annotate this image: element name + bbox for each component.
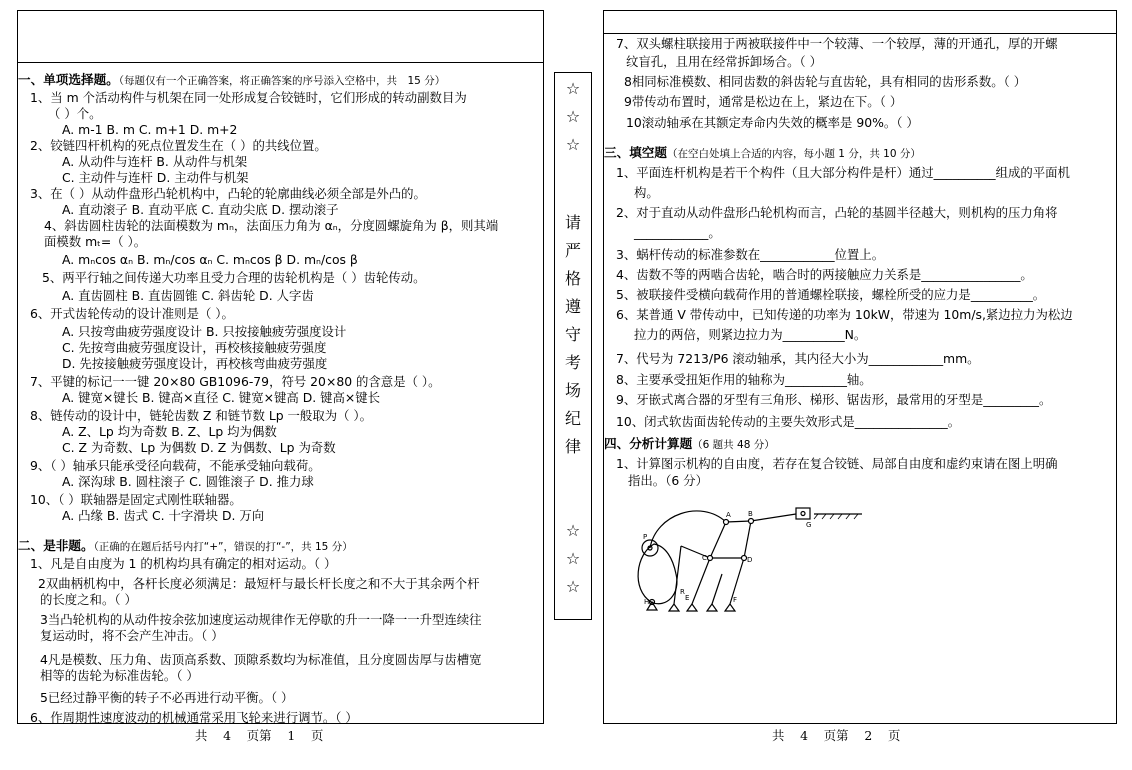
line-text: 一、单项选择题。 (18, 72, 119, 87)
line-text: 4凡是模数、压力角、齿顶高系数、顶隙系数均为标准值，且分度圆齿厚与齿槽宽 (40, 652, 482, 667)
line-text: 10滚动轴承在其额定寿命内失效的概率是 90%。（ ） (626, 115, 919, 130)
section-heading (604, 436, 775, 453)
question-line (30, 458, 321, 474)
question-line (42, 270, 426, 286)
star-icon: ☆ (565, 549, 581, 568)
joint-label: D (747, 556, 753, 564)
line-text: 2、铰链四杆机构的死点位置发生在（ ）的共线位置。 (30, 138, 327, 153)
line-text: 2双曲柄机构中，各杆长度必须满足：最短杆与最长杆长度之和不大于其余两个杆 (38, 576, 480, 591)
section-heading (18, 538, 353, 555)
star-icon: ☆ (565, 135, 581, 154)
question-line (616, 414, 960, 430)
line-text: 相等的齿轮为标准齿轮。（ ） (40, 668, 199, 683)
section-note: （6 题共 48 分） (692, 439, 775, 451)
line-text: ____________。 (634, 225, 721, 240)
line-text: 1、当 m 个活动构件与机架在同一处形成复合铰链时，它们形成的转动副数目为 (30, 90, 467, 105)
rule-character: 格 (564, 269, 581, 288)
line-text: 构。 (634, 185, 659, 200)
question-line (616, 205, 1058, 221)
line-text: 3、蜗杆传动的标准参数在____________位置上。 (616, 247, 885, 262)
joint-label: H (644, 598, 650, 606)
line-text: （ ）个。 (48, 106, 102, 121)
joint-label: F (733, 596, 738, 604)
question-line (40, 690, 293, 706)
question-line (634, 185, 659, 201)
line-text: 拉力的两倍，则紧边拉力为__________N。 (634, 327, 867, 342)
line-text: 9带传动布置时，通常是松边在上，紧边在下。（ ） (624, 94, 903, 109)
line-text: C. Z 为奇数、Lp 为偶数 D. Z 为偶数、Lp 为奇数 (62, 440, 336, 455)
line-text: 四、分析计算题 (604, 436, 693, 451)
line-text: A. 只按弯曲疲劳强度设计 B. 只按接触疲劳强度设计 (62, 324, 347, 339)
line-text: 10、（ ）联轴器是固定式刚性联轴器。 (30, 492, 242, 507)
line-text: A. 深沟球 B. 圆柱滚子 C. 圆锥滚子 D. 推力球 (62, 474, 314, 489)
mechanism-figure (626, 494, 866, 614)
line-text: 4、斜齿圆柱齿轮的法面模数为 mₙ，法面压力角为 αₙ，分度圆螺旋角为 β，则其端 (44, 218, 499, 233)
line-text: 复运动时，将不会产生冲击。（ ） (40, 628, 224, 643)
question-line (38, 576, 480, 592)
rule-character: 律 (564, 437, 581, 456)
line-text: 10、闭式软齿面齿轮传动的主要失效形式是_______________。 (616, 414, 961, 429)
joint-label: B (748, 510, 753, 518)
section-note: （正确的在题后括号内打“+”，错误的打“-”，共 15 分） (93, 541, 353, 553)
question-line (616, 267, 1033, 283)
line-text: 的长度之和。（ ） (40, 592, 137, 607)
section-note: （在空白处填上合适的内容，每小题 1 分，共 10 分） (666, 148, 921, 160)
question-line (616, 165, 1070, 181)
joint-label: C (702, 554, 707, 562)
question-line (30, 492, 242, 508)
question-line (628, 473, 708, 489)
question-line (62, 440, 336, 456)
star-icon: ☆ (565, 521, 581, 540)
star-icon: ☆ (565, 577, 581, 596)
question-line (40, 592, 137, 608)
rule-character: 纪 (564, 409, 581, 428)
question-line (30, 306, 234, 322)
line-text: C. 先按弯曲疲劳强度设计，再校核接触疲劳强度 (62, 340, 327, 355)
page-2-header-box (604, 11, 1116, 34)
joint-label: A (726, 511, 731, 519)
line-text: A. Z、Lp 均为奇数 B. Z、Lp 均为偶数 (62, 424, 277, 439)
line-text: 6、某普通 V 带传动中，已知传递的功率为 10kW，带速为 10m/s,紧边拉力为松边 (616, 307, 1073, 322)
page-1-footer: 共 4 页第 1 页 (195, 728, 324, 743)
question-line (624, 94, 902, 110)
question-line (40, 652, 482, 668)
exam-page-2 (603, 10, 1117, 724)
page-1-header-box (18, 11, 543, 63)
question-line (616, 287, 1045, 303)
question-line (634, 327, 866, 343)
line-text: 8、链传动的设计中，链轮齿数 Z 和链节数 Lp 一般取为（ ）。 (30, 408, 373, 423)
line-text: 6、作周期性速度波动的机械通常采用飞轮来进行调节。（ ） (30, 710, 358, 725)
line-text: 7、代号为 7213/P6 滚动轴承，其内径大小为____________mm。 (616, 351, 980, 366)
line-text: 1、平面连杆机构是若干个构件（且大部分构件是杆）通过__________组成的平面机 (616, 165, 1070, 180)
line-text: 纹盲孔，且用在经常拆卸场合。（ ） (626, 54, 822, 69)
line-text: A. 从动件与连杆 B. 从动件与机架 (62, 154, 248, 169)
line-text: C. 主动件与连杆 D. 主动件与机架 (62, 170, 249, 185)
line-text: 8相同标准模数、相同齿数的斜齿轮与直齿轮，具有相同的齿形系数。（ ） (624, 74, 1027, 89)
line-text: 7、平键的标记一一键 20×80 GB1096-79，符号 20×80 的含意是（ ）。 (30, 374, 441, 389)
question-line (30, 186, 426, 202)
question-line (624, 74, 1026, 90)
question-line (40, 668, 199, 684)
question-line (616, 247, 884, 263)
question-line (62, 252, 358, 268)
question-line (30, 374, 441, 390)
question-line (30, 556, 336, 572)
line-text: 2、对于直动从动件盘形凸轮机构而言，凸轮的基圆半径越大，则机构的压力角将 (616, 205, 1058, 220)
joint-label: E (685, 594, 690, 602)
section-heading (604, 145, 921, 162)
line-text: 5、两平行轴之间传递大功率且受力合理的齿轮机构是（ ）齿轮传动。 (42, 270, 426, 285)
line-text: 3、在（ ）从动件盘形凸轮机构中，凸轮的轮廓曲线必须全部是外凸的。 (30, 186, 426, 201)
section-note: （每题仅有一个正确答案，将正确答案的序号添入空格中，共 15 分） (118, 75, 446, 87)
question-line (62, 474, 314, 490)
exam-rules-strip (554, 72, 592, 620)
question-line (62, 288, 314, 304)
question-line (30, 90, 467, 106)
line-text: A. 直动滚子 B. 直动平底 C. 直动尖底 D. 摆动滚子 (62, 202, 339, 217)
line-text: A. m-1 B. m C. m+1 D. m+2 (62, 122, 238, 137)
question-line (62, 340, 326, 356)
question-line (62, 170, 249, 186)
star-icon: ☆ (565, 79, 581, 98)
rule-character: 请 (564, 213, 581, 232)
question-line (62, 424, 277, 440)
rule-character: 遵 (564, 297, 581, 316)
question-line (616, 351, 980, 367)
question-line (62, 356, 327, 372)
line-text: 三、填空题 (604, 145, 667, 160)
joint-label: R (680, 588, 685, 596)
line-text: A. 凸缘 B. 齿式 C. 十字滑块 D. 万向 (62, 508, 265, 523)
joint-label: G (806, 521, 812, 529)
line-text: 5、被联接件受横向载荷作用的普通螺栓联接，螺栓所受的应力是__________。 (616, 287, 1046, 302)
page-2-footer: 共 4 页第 2 页 (772, 728, 901, 743)
question-line (616, 372, 872, 388)
question-line (62, 154, 247, 170)
rule-character: 考 (564, 353, 581, 372)
line-text: 9、牙嵌式离合器的牙型有三角形、梯形、锯齿形，最常用的牙型是_________。 (616, 392, 1052, 407)
line-text: 3当凸轮机构的从动件按余弦加速度运动规律作无停歇的升一一降一一升型连续往 (40, 612, 482, 627)
star-icon: ☆ (565, 107, 581, 126)
joint-label: P (643, 533, 648, 541)
question-line (44, 218, 498, 234)
question-line (62, 122, 237, 138)
question-line (62, 202, 339, 218)
question-line (634, 225, 721, 241)
question-line (30, 138, 327, 154)
question-line (616, 307, 1073, 323)
exam-page-1 (17, 10, 544, 724)
question-line (62, 390, 380, 406)
line-text: 4、齿数不等的两啮合齿轮，啮合时的两接触应力关系是________________。 (616, 267, 1033, 282)
line-text: 9、（ ）轴承只能承受径向载荷，不能承受轴向载荷。 (30, 458, 321, 473)
line-text: 面模数 mₜ=（ ）。 (44, 234, 147, 249)
rule-character: 严 (564, 241, 581, 260)
question-line (616, 392, 1051, 408)
question-line (616, 36, 1058, 52)
line-text: 5已经过静平衡的转子不必再进行动平衡。（ ） (40, 690, 294, 705)
question-line (40, 612, 482, 628)
line-text: 二、是非题。 (18, 538, 94, 553)
line-text: A. mₙcos αₙ B. mₙ/cos αₙ C. mₙcos β D. mₙ/cos β (62, 252, 358, 267)
question-line (62, 508, 264, 524)
line-text: 7、双头螺柱联接用于两被联接件中一个较薄、一个较厚，薄的开通孔，厚的开螺 (616, 36, 1058, 51)
line-text: A. 键宽×键长 B. 键高×直径 C. 键宽×键高 D. 键高×键长 (62, 390, 381, 405)
question-line (616, 456, 1058, 472)
section-heading (18, 72, 445, 89)
rule-character: 场 (564, 381, 581, 400)
question-line (62, 324, 346, 340)
question-line (30, 710, 358, 726)
question-line (44, 234, 146, 250)
question-line (626, 54, 822, 70)
line-text: 8、主要承受扭矩作用的轴称为__________轴。 (616, 372, 872, 387)
line-text: D. 先按接触疲劳强度设计，再校核弯曲疲劳强度 (62, 356, 328, 371)
line-text: 1、凡是自由度为 1 的机构均具有确定的相对运动。（ ） (30, 556, 337, 571)
line-text: 指出。（6 分） (628, 473, 708, 488)
rule-character: 守 (564, 325, 581, 344)
line-text: 6、开式齿轮传动的设计准则是（ ）。 (30, 306, 234, 321)
question-line (626, 115, 919, 131)
question-line (40, 628, 224, 644)
line-text: 1、计算图示机构的自由度，若存在复合铰链、局部自由度和虚约束请在图上明确 (616, 456, 1058, 471)
question-line (30, 408, 372, 424)
question-line (48, 106, 102, 122)
line-text: A. 直齿圆柱 B. 直齿圆锥 C. 斜齿轮 D. 人字齿 (62, 288, 314, 303)
